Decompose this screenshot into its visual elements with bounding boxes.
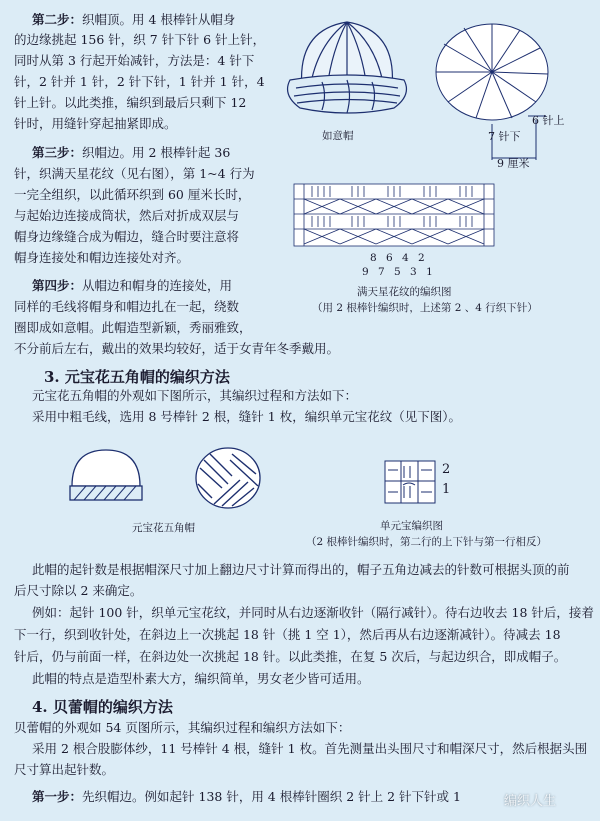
five-corner-hat-illustration <box>66 446 146 506</box>
section4-step1: 第一步：先织帽边。例如起针 138 针，用 4 根棒针圈织 2 针上 2 针下针或 1 <box>32 789 461 804</box>
step3-line-6: 帽身连接处和帽边连接处对齐。 <box>14 250 190 265</box>
step3-line-1: 第三步：织帽边。用 2 根棒针起 36 <box>32 145 231 160</box>
step2-line-4: 针，2 针并 1 针，2 针下针，1 针并 1 针，4 <box>14 74 265 89</box>
step3-line-5: 帽身边缘缝合成为帽边，缝合时要注意将 <box>14 229 240 244</box>
five-corner-hat-caption: 元宝花五角帽 <box>132 522 195 534</box>
step1-label: 第一步： <box>32 789 83 804</box>
step3-label: 第三步： <box>32 145 83 160</box>
yuanbao-stitch-chart <box>384 460 436 504</box>
step4-label: 第四步： <box>32 278 83 293</box>
section4-line-1: 贝蕾帽的外观如 54 页图所示，其编织过程和编织方法如下： <box>14 720 351 735</box>
six-purl-label: 6 针上 <box>532 114 565 127</box>
pattern-numbers-top: 8 6 4 2 <box>370 252 428 264</box>
pattern-note: （用 2 根棒针编织时，上述第 2 、4 行织下针） <box>312 302 538 314</box>
yuanbao-chart-note: （2 根棒针编织时，第二行的上下针与第一行相反） <box>306 536 548 548</box>
section3-para-1: 此帽的起针数是根据帽深尺寸加上翻边尺寸计算而得出的，帽子五角边减去的针数可根据头顶的前 <box>32 562 570 577</box>
step2-line-2: 的边缘挑起 156 针，织 7 针下针 6 针上针， <box>14 32 266 47</box>
step4-line-3: 圈即成如意帽。此帽造型新颖，秀丽雅致， <box>14 320 252 335</box>
section3-intro-1: 元宝花五角帽的外观如下图所示，其编织过程和方法如下： <box>32 388 358 403</box>
step4-line-1: 第四步：从帽边和帽身的连接处，用 <box>32 278 233 293</box>
section3-para-2: 后尺寸除以 2 来确定。 <box>14 583 143 598</box>
seven-knit-label: 7 针下 <box>488 130 521 143</box>
section3-heading: 3. 元宝花五角帽的编织方法 <box>44 368 230 386</box>
star-pattern-chart <box>292 182 497 250</box>
chart-row-2: 2 <box>442 462 451 477</box>
nine-cm-label: 9 厘米 <box>497 157 530 170</box>
step3-line-4: 与起始边连接成筒状，然后对折成双层与 <box>14 208 240 223</box>
ruyi-hat-caption: 如意帽 <box>322 130 354 142</box>
step2-line-3: 同时从第 3 行起开始减针，方法是：4 针下 <box>14 53 255 68</box>
step2-line-5: 针上针。以此类推，编织到最后只剩下 12 <box>14 95 247 110</box>
section4-line-2: 采用 2 根合股膨体纱，11 号棒针 4 根，缝针 1 枚。首先测量出头围尺寸和帽深尺寸，然后根据头围 <box>32 741 588 756</box>
pattern-title: 满天星花纹的编织图 <box>357 286 452 298</box>
step3-line-3: 一完全组织，以此循环织到 60 厘米长时， <box>14 187 251 202</box>
yuanbao-chart-title: 单元宝编织图 <box>380 520 443 532</box>
chart-row-1: 1 <box>442 482 451 497</box>
step4-line-2: 同样的毛线将帽身和帽边扎在一起，绕数 <box>14 299 240 314</box>
step3-line-2: 针，织满天星花纹（见右图），第 1~4 行为 <box>14 166 255 181</box>
section4-line-3: 尺寸算出起针数。 <box>14 762 115 777</box>
step2-line-6: 针时，用缝针穿起抽紧即成。 <box>14 116 177 131</box>
pattern-numbers-bottom: 9 7 5 3 1 <box>362 266 436 278</box>
five-corner-hat-top-illustration <box>192 446 264 512</box>
step2-line-1: 第二步：织帽顶。用 4 根棒针从帽身 <box>32 12 236 27</box>
section3-para-4: 下一行，织到收针处，在斜边上一次挑起 18 针（挑 1 空 1），然后再从右边逐渐减针）。待减去 18 <box>14 627 561 642</box>
crown-circle-diagram <box>432 12 572 177</box>
section3-para-3: 例如：起针 100 针，织单元宝花纹，并同时从右边逐渐收针（隔行减针）。待右边收去 18 针后，接着 <box>32 605 594 620</box>
section3-intro-2: 采用中粗毛线，选用 8 号棒针 2 根，缝针 1 枚，编织单元宝花纹（见下图）。 <box>32 409 461 424</box>
step2-label: 第二步： <box>32 12 83 27</box>
step4-line-4: 不分前后左右，戴出的效果均较好，适于女青年冬季戴用。 <box>14 341 340 356</box>
section3-para-5: 针后，仍与前面一样，在斜边处一次挑起 18 针。以此类推，在复 5 次后，与起边织合，即成帽子。 <box>14 649 567 664</box>
section3-para-6: 此帽的特点是造型朴素大方，编织简单，男女老少皆可适用。 <box>32 671 370 686</box>
ruyi-hat-illustration <box>282 10 412 120</box>
section4-heading: 4. 贝蕾帽的编织方法 <box>32 698 173 716</box>
watermark: 编织人生 <box>504 794 557 809</box>
